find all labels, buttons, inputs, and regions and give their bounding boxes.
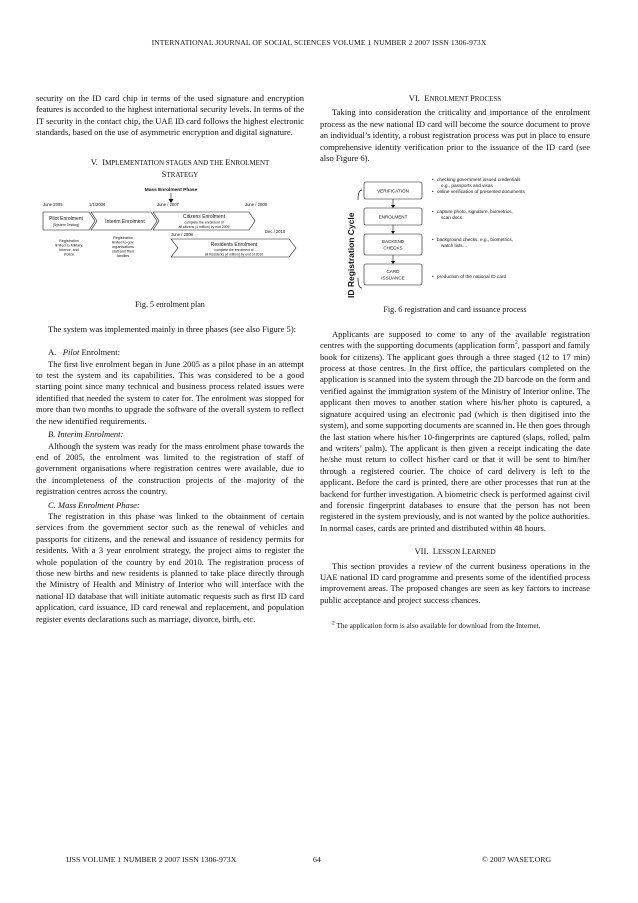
- pilot-note-1: Registration: [59, 239, 79, 244]
- subsection-a-heading: A. Pilot Enrolment:: [48, 347, 120, 358]
- backend-label-1: BACKEND: [381, 239, 405, 245]
- date-dec-2010: Dec / 2010: [265, 229, 286, 235]
- figure-5-caption: Fig. 5 enrolment plan: [135, 300, 205, 310]
- footer-copyright: © 2007 WASET.ORG: [482, 855, 552, 864]
- pilot-note-4: Police: [63, 252, 75, 257]
- subsection-c-heading: C. Mass Enrolment Phase:: [48, 499, 140, 510]
- svg-text:•: •: [432, 177, 434, 183]
- date-june-2007: June / 2007: [157, 202, 179, 208]
- footnote: $^2$ The application form is also available for download from the Internet.: [332, 620, 541, 631]
- backend-bullet: background checks, e.g., biometrics,: [437, 237, 514, 243]
- interim-title: Interim Enrolment: [105, 219, 145, 226]
- pilot-note-2: limited to Military,: [54, 243, 84, 248]
- pilot-subtitle: (System Testing): [52, 223, 80, 228]
- interim-note-3: organisations: [112, 245, 134, 250]
- svg-text:•: •: [432, 189, 434, 195]
- page-number: 64: [313, 855, 321, 864]
- svg-text:•: •: [432, 237, 434, 243]
- date-jan-2006: 1/1/2006: [89, 202, 106, 208]
- pilot-note-3: Interior, and: [59, 248, 79, 253]
- interim-paragraph: Although the system was ready for the mass enrolment phase towards the end of 2005, the enrolment was limited to the registration of staff of government organisations where registration centres were available, due to the incompleteness of the construction projects of the majority of the registration centres across the country.: [36, 440, 304, 497]
- enrolment-label: ENROLMENT: [378, 214, 408, 220]
- left-column: [36, 93, 304, 625]
- footer-journal: IJSS VOLUME 1 NUMBER 2 2007 ISSN 1306-973X: [66, 855, 237, 864]
- mass-phase-label: Mass Enrolment Phase: [144, 188, 198, 194]
- citizens-sub2: all citizens (1 million) by end 2009: [178, 225, 230, 230]
- interim-note-2: limited to gov.: [111, 240, 135, 245]
- card-issuance-box: [364, 264, 422, 285]
- interim-note-5: families: [116, 254, 130, 259]
- date-june-2005: June 2005: [43, 202, 63, 208]
- pilot-title: Pilot Enrolment: [49, 216, 83, 223]
- verification-bullet-2: online verification of presented documents: [437, 189, 525, 195]
- svg-text:•: •: [432, 209, 434, 215]
- enrolment-bullet: capture photo, signature, biometrics,: [437, 209, 513, 215]
- mass-enrolment-paragraph: The registration in this phase was linked to the obtainment of certain services from the government sector such as the renewal of vehicles and passports for citizens, and the renewal and issuance of residency permits for residents. With a 3 year enrolment strategy, the project aims to register the whole population of the country by end 2010. The registration process of those new births and new residents is planned to take place directly through the Ministry of Health and Ministry of Interior who will interface with the national ID database that will initiate automatic requests such as first ID card application, card issuance, ID card renewal and replacement, and population register events declarations such as marriage, divorce, birth, etc.: [36, 510, 304, 624]
- citizens-title: Citizens Enrolment: [183, 214, 225, 221]
- phases-paragraph: The system was implemented mainly in three phases (see also Figure 5):: [48, 323, 297, 334]
- section-vi-heading: VI. ENROLMENT PROCESS: [408, 93, 502, 103]
- cycle-vertical-label: ID Registration Cycle: [346, 212, 356, 299]
- section-vii-heading: VII. LESSON LEARNED: [414, 546, 496, 557]
- residents-title: Residents Enrolment: [210, 242, 258, 249]
- journal-header: INTERNATIONAL JOURNAL OF SOCIAL SCIENCES VOLUME 1 NUMBER 2 2007 ISSN 1306-973X: [151, 38, 487, 47]
- svg-text:•: •: [432, 274, 434, 280]
- backend-bullet-b: watch lists…: [441, 243, 468, 249]
- enrolment-intro-paragraph: Taking into consideration the criticality and importance of the enrolment process as the new national ID card will become the source document to prove an individual’s identity, a robust registration process was put in place to ensure comprehensive identity verification prior to the issuance of the ID card (see also Figure 6).: [320, 107, 590, 164]
- issuance-bullet: production of the national ID card: [437, 274, 507, 280]
- backend-checks-box: [364, 234, 422, 255]
- verification-label: VERIFICATION: [377, 188, 409, 194]
- section-v-heading: V. IMPLEMENTATION STAGES AND THE ENROLMENT STRATEGY: [90, 156, 270, 180]
- date-june-2009: June / 2009: [245, 202, 267, 208]
- registration-cycle-figure: [324, 170, 586, 298]
- applicants-paragraph: Applicants are supposed to come to any of the available registration centres with the supporting documents (application form$^2$, passport and family book for citizens). The applicant goes through a three staged (12 to 17 min) process at those centres. In the first office, the particulars completed on the application is scanned into the system through the 2D barcode on the form and verified against the immigration system of the Ministry of Interior online. The applicant then moves to another station where his/her photo is captured, a signature acquired using an electronic pad (which is then digitised into the system), and some supporting documents are scanned in. He then goes through the last station where his/her 10-fingerprints are captured (slaps, rolled, palm and writers’ palm). The applicant is then given a receipt indicating the date he/she must return to collect his/her card or that it will be sent to him/her through a registered courier. The choice of card delivery is left to the applicant. Before the card is printed, there are other processes that run at the backend for further investigation. A biometric check is performed against civil and forensic fingerprint databases to ensure that the person has not been registered in the system previously, and is not wanted by the police authorities. In normal cases, cards are printed and distributed within 48 hours.: [320, 328, 590, 533]
- subsection-b-heading: B. Interim Enrolment:: [48, 429, 124, 440]
- intro-paragraph: security on the ID card chip in terms of the used signature and encryption features is accorded to the highest international security levels. In terms of the IT security in the contact chip, the UAE ID card follows the highest electronic standards, based on the use of asymmetric encryption and digital signature.: [36, 93, 304, 138]
- residents-sub1: complete the enrolment of: [214, 248, 254, 253]
- figure-6-caption: Fig. 6 registration and card issuance process: [383, 305, 527, 315]
- verification-bullet-1b: e.g., passports and visas: [441, 183, 493, 189]
- right-column: [320, 93, 590, 632]
- citizens-sub1: complete the enrolment of: [184, 220, 224, 225]
- pilot-paragraph: The first live enrolment began in June 2005 as a pilot phase in an attempt to test the system and its capabilities. This was considered to be a good starting point since many technical and business process related issues were identified that needed the system to cater for. The enrolment was stopped for more than two months to upgrade the software of the overall system to reflect the new identified requirements.: [36, 358, 304, 426]
- interim-note-1: Registration: [113, 236, 133, 241]
- verification-bullet-1: checking government issued credentials: [437, 177, 521, 183]
- lesson-paragraph: This section provides a review of the current business operations in the UAE national ID card programme and presents some of the identified process improvement areas. The proposed changes are seen as key factors to increase public acceptance and project success chances.: [320, 560, 590, 605]
- issuance-label-2: ISSUANCE: [381, 275, 405, 281]
- issuance-label-1: CARD: [386, 269, 400, 275]
- backend-label-2: CHECKS: [383, 245, 403, 251]
- interim-note-4: staff and their: [111, 249, 135, 254]
- residents-sub2: all Residents (4 million) by end of 2010: [204, 252, 264, 257]
- enrolment-plan-figure: [39, 185, 301, 291]
- date-june-2008: June / 2008: [171, 232, 193, 238]
- enrolment-bullet-b: scan docs.: [441, 215, 464, 221]
